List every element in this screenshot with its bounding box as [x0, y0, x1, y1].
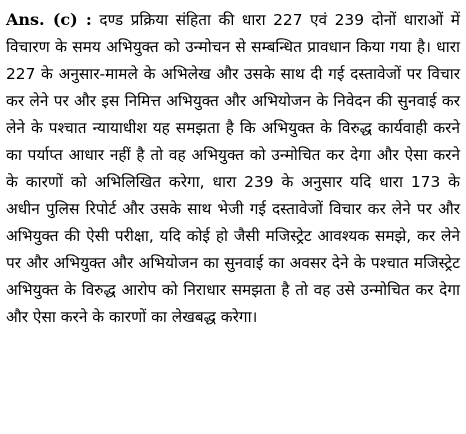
answer-text: दण्ड प्रक्रिया संहिता की धारा 227 एवं 239 दोनों धाराओं में विचारण के समय अभियुक्त को उन्मोचन से सम्बन्धित प्रावधान किया गया है। धारा 227 के अनुसार-मामले के अभिलेख और उसके साथ दी गई दस्तावेजों पर विचार कर लेने पर और इस निमित्त अभियुक्त और अभियोजन के निवेदन की सुनवाई कर लेने के पश्चात न्यायाधीश यह समझता है कि अभियुक्त के विरुद्ध कार्यवाही करने का पर्याप्त आधार नहीं है तो वह अभियुक्त को उन्मोचित कर देगा और ऐसा करने के कारणों को अभिलिखित करेगा, धारा 239 के अनुसार यदि धारा 173 के अधीन पुलिस रिपोर्ट और उसके साथ भेजी गई दस्तावेजों विचार कर लेने पर और अभियुक्त की ऐसी परीक्षा, यदि कोई हो जैसी मजिस्ट्रेट आवश्यक समझे, कर लेने पर और अभियुक्त और अभियोजन का सुनवाई का अवसर देने के पश्चात मजिस्ट्रेट अभियुक्त के विरुद्ध आरोप को निराधार समझता है तो वह उसे उन्मोचित कर देगा और ऐसा करने के कारणों का लेखबद्ध करेगा।	[6, 11, 460, 326]
answer-label: Ans. (c) :	[6, 10, 92, 29]
answer-paragraph	[6, 6, 460, 331]
